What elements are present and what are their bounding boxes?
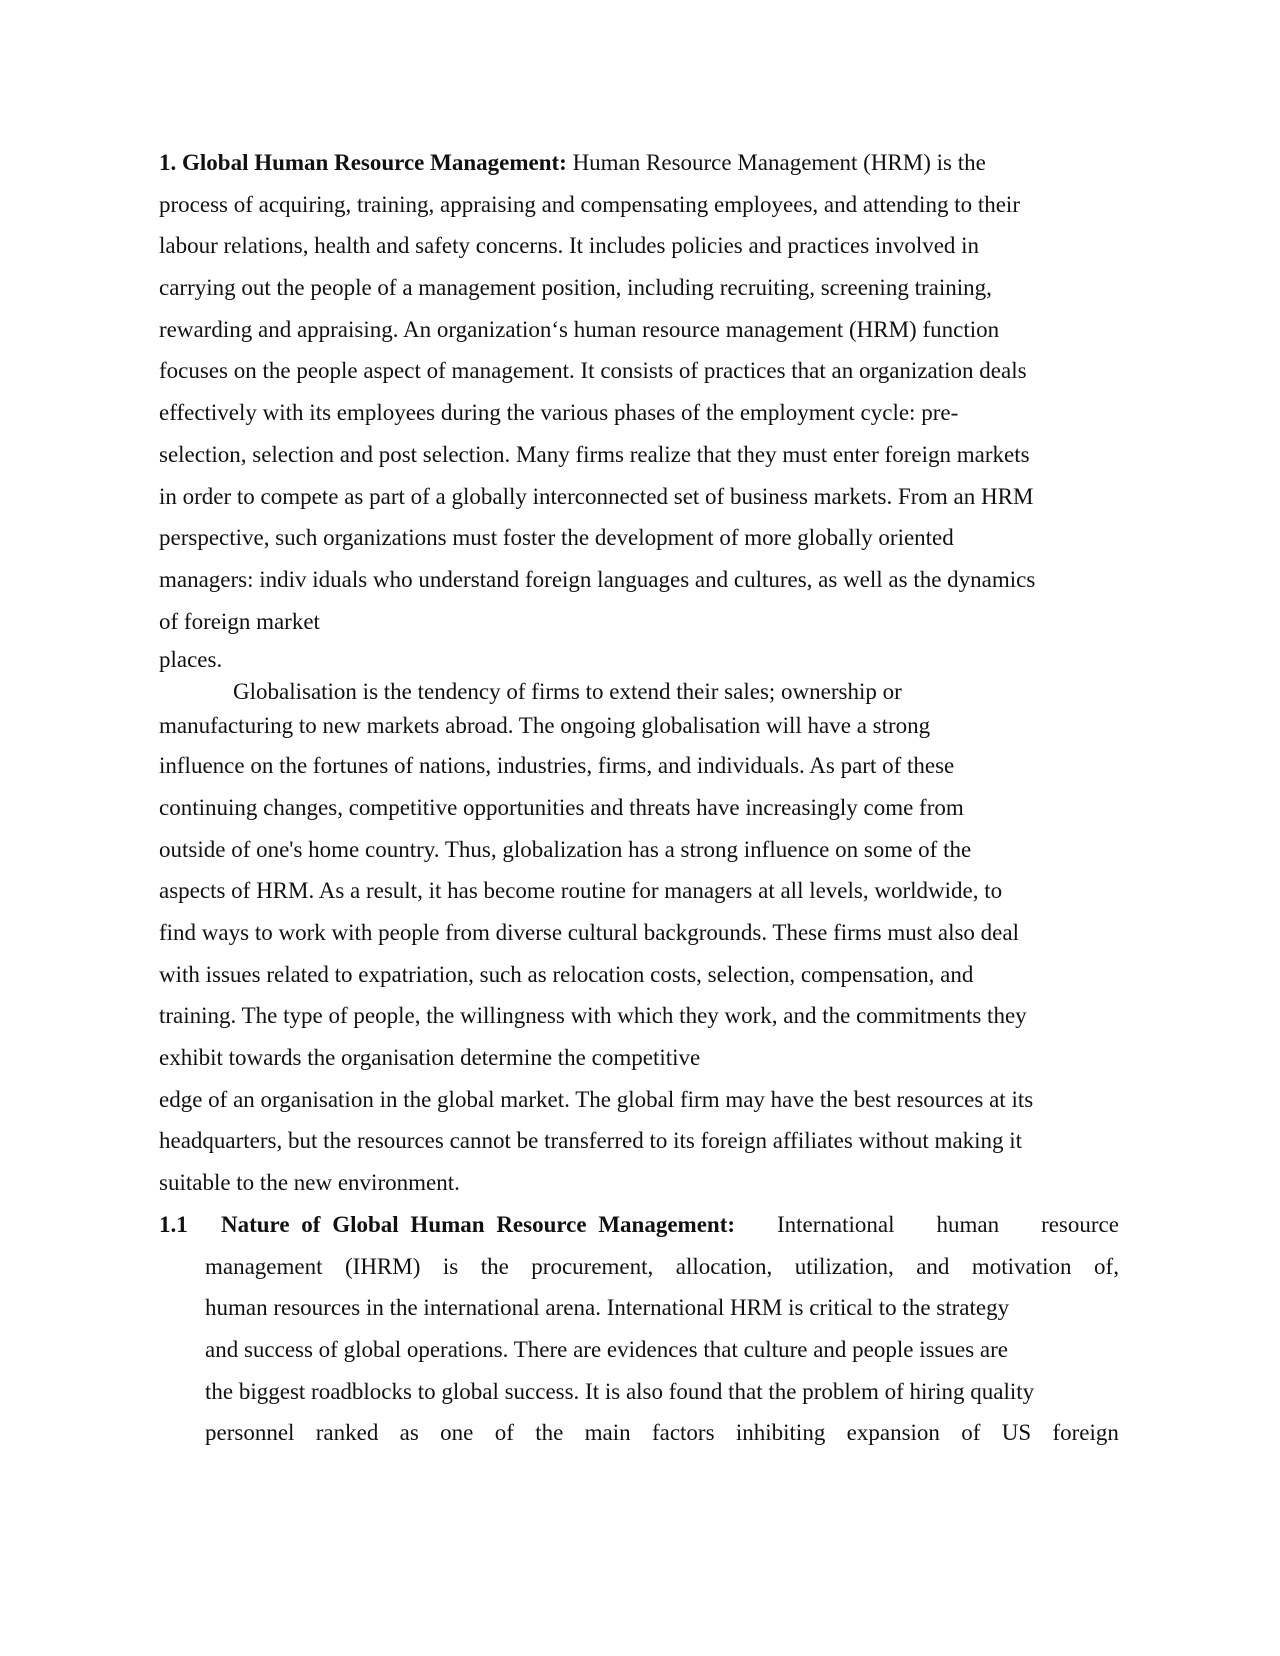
paragraph-line: labour relations, health and safety concerns. It includes policies and practices involved in [159,233,980,259]
paragraph-line: places. [159,647,223,673]
paragraph-line: Globalisation is the tendency of firms to extend their sales; ownership or [233,679,902,705]
section-nature-ghrm [159,1204,1119,1454]
paragraph-line: and success of global operations. There are evidences that culture and people issues are [205,1336,1008,1362]
paragraph-line: perspective, such organizations must foster the development of more globally oriented [159,525,954,551]
paragraph-line: influence on the fortunes of nations, industries, firms, and individuals. As part of these [159,753,955,779]
paragraph-word: human [936,1211,1000,1237]
paragraph-line: continuing changes, competitive opportunities and threats have increasingly come from [159,794,964,820]
paragraph-line: outside of one's home country. Thus, globalization has a strong influence on some of the [159,836,972,862]
paragraph-line [159,1204,1119,1246]
paragraph-line: aspects of HRM. As a result, it has become routine for managers at all levels, worldwide, to [159,878,1003,904]
paragraph-word: International [777,1211,895,1237]
paragraph-line: with issues related to expatriation, such as relocation costs, selection, compensation, and [159,961,974,987]
paragraph-line: in order to compete as part of a globally interconnected set of business markets. From an HRM [159,483,1034,509]
paragraph-line: management (IHRM) is the procurement, allocation, utilization, and motivation of, [205,1253,1119,1279]
document-body [159,142,1119,1454]
section-globalisation [159,677,1119,1204]
paragraph-line: manufacturing to new markets abroad. The ongoing globalisation will have a strong [159,713,931,739]
paragraph-line: personnel ranked as one of the main factors inhibiting expansion of US foreign [205,1420,1119,1446]
paragraph-line: of foreign market [159,608,320,634]
paragraph-line: selection, selection and post selection. Many firms realize that they must enter foreign markets [159,441,1030,467]
paragraph-line: training. The type of people, the willingness with which they work, and the commitments they [159,1003,1027,1029]
section-global-hrm [159,142,1119,677]
paragraph-line: 1. Global Human Resource Management: Human Resource Management (HRM) is the [159,150,986,175]
paragraph-line: edge of an organisation in the global market. The global firm may have the best resources at its [159,1086,1034,1112]
paragraph-line: process of acquiring, training, appraising and compensating employees, and attending to their [159,191,1020,217]
paragraph-line: exhibit towards the organisation determine the competitive [159,1045,701,1071]
paragraph-line: find ways to work with people from diverse cultural backgrounds. These firms must also deal [159,920,1019,945]
paragraph-line: rewarding and appraising. An organization‘s human resource management (HRM) function [159,316,1000,342]
paragraph-line: managers: indiv iduals who understand foreign languages and cultures, as well as the dynamics [159,566,1036,592]
paragraph-word: resource [1041,1211,1119,1237]
section-number: 1.1 [159,1211,188,1237]
paragraph-line: carrying out the people of a management position, including recruiting, screening training, [159,275,992,301]
paragraph-line: the biggest roadblocks to global success. It is also found that the problem of hiring quality [205,1378,1035,1404]
section-heading: Nature of Global Human Resource Management: [221,1211,736,1237]
paragraph-line: headquarters, but the resources cannot be transferred to its foreign affiliates without making it [159,1128,1023,1154]
paragraph-line: effectively with its employees during the various phases of the employment cycle: pre- [159,400,959,426]
paragraph-line: human resources in the international arena. International HRM is critical to the strategy [205,1295,1010,1321]
paragraph-line: suitable to the new environment. [159,1170,460,1196]
paragraph-line: focuses on the people aspect of management. It consists of practices that an organization deals [159,358,1027,384]
section-heading: 1. Global Human Resource Management: [159,150,567,175]
